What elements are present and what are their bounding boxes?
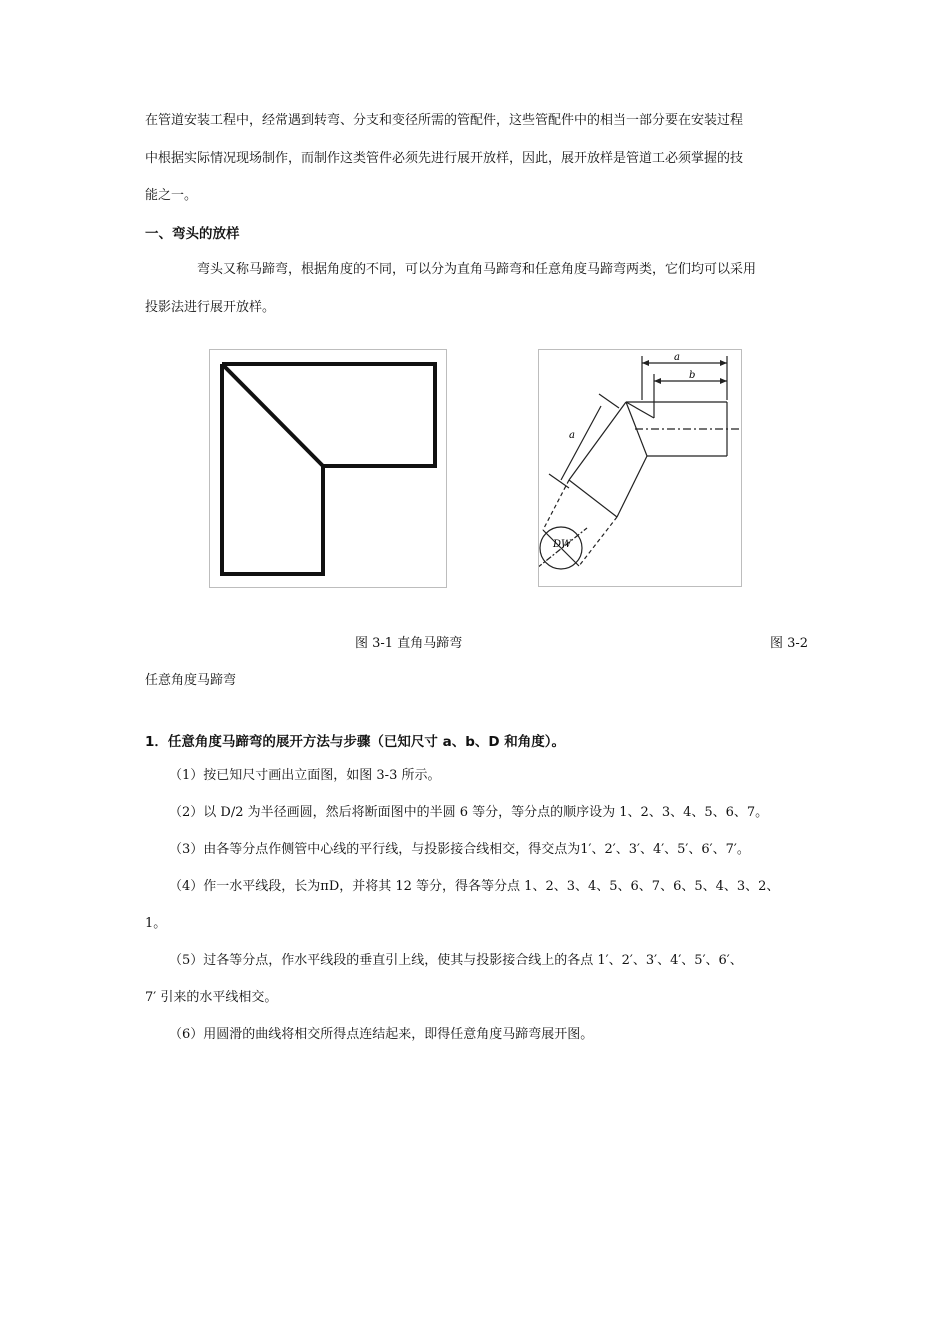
method-heading: 1．任意角度马蹄弯的展开方法与步骤（已知尺寸 a、b、D 和角度）。: [145, 734, 566, 750]
right-angle-elbow-drawing: [210, 350, 446, 587]
intro-line-2: 中根据实际情况现场制作，而制作这类管件必须先进行展开放样，因此，展开放样是管道工必须掌握的技: [145, 151, 744, 166]
step-4-line-1: （4）作一水平线段，长为πD，并将其 12 等分，得各等分点 1、2、3、4、5、6、7、6、5、4、3、2、: [169, 879, 780, 894]
step-6: （6）用圆滑的曲线将相交所得点连结起来，即得任意角度马蹄弯展开图。: [169, 1027, 594, 1042]
section-para-line-2: 投影法进行展开放样。: [145, 300, 276, 315]
label-a-angled: a: [569, 430, 575, 441]
figure-right-angle-elbow: [209, 349, 447, 588]
intro-line-3: 能之一。: [145, 188, 198, 203]
section-para-line-1: 弯头又称马蹄弯，根据角度的不同，可以分为直角马蹄弯和任意角度马蹄弯两类，它们均可以采用: [197, 262, 757, 277]
label-b: b: [689, 370, 696, 381]
step-5-line-1: （5）过各等分点，作水平线段的垂直引上线，使其与投影接合线上的各点 1′、2′、3′、4′、5′、6′、: [169, 953, 743, 968]
elbow-seam-line: [222, 364, 323, 466]
label-a-top: a: [674, 352, 680, 363]
caption-figure-3-1: 图 3-1 直角马蹄弯: [355, 636, 463, 651]
label-dw: DW: [553, 539, 572, 550]
caption-figure-3-2-title: 任意角度马蹄弯: [145, 673, 237, 688]
figure-arbitrary-angle-elbow: [538, 349, 742, 587]
intro-line-1: 在管道安装工程中，经常遇到转弯、分支和变径所需的管配件，这些管配件中的相当一部分要在安装过程: [145, 113, 744, 128]
section-heading-elbow: 一、弯头的放样: [145, 226, 240, 242]
step-1: （1）按已知尺寸画出立面图，如图 3-3 所示。: [169, 768, 441, 783]
arbitrary-angle-elbow-drawing: [539, 350, 741, 586]
step-2: （2）以 D/2 为半径画圆，然后将断面图中的半圆 6 等分，等分点的顺序设为 1、2、3、4、5、6、7。: [169, 805, 769, 820]
caption-figure-3-2-number: 图 3-2: [770, 636, 809, 651]
step-4-line-2: 1。: [145, 916, 167, 931]
step-5-line-2: 7′ 引来的水平线相交。: [145, 990, 278, 1005]
step-3: （3）由各等分点作侧管中心线的平行线，与投影接合线相交，得交点为1′、2′、3′、4′、5′、6′、7′。: [169, 842, 750, 857]
